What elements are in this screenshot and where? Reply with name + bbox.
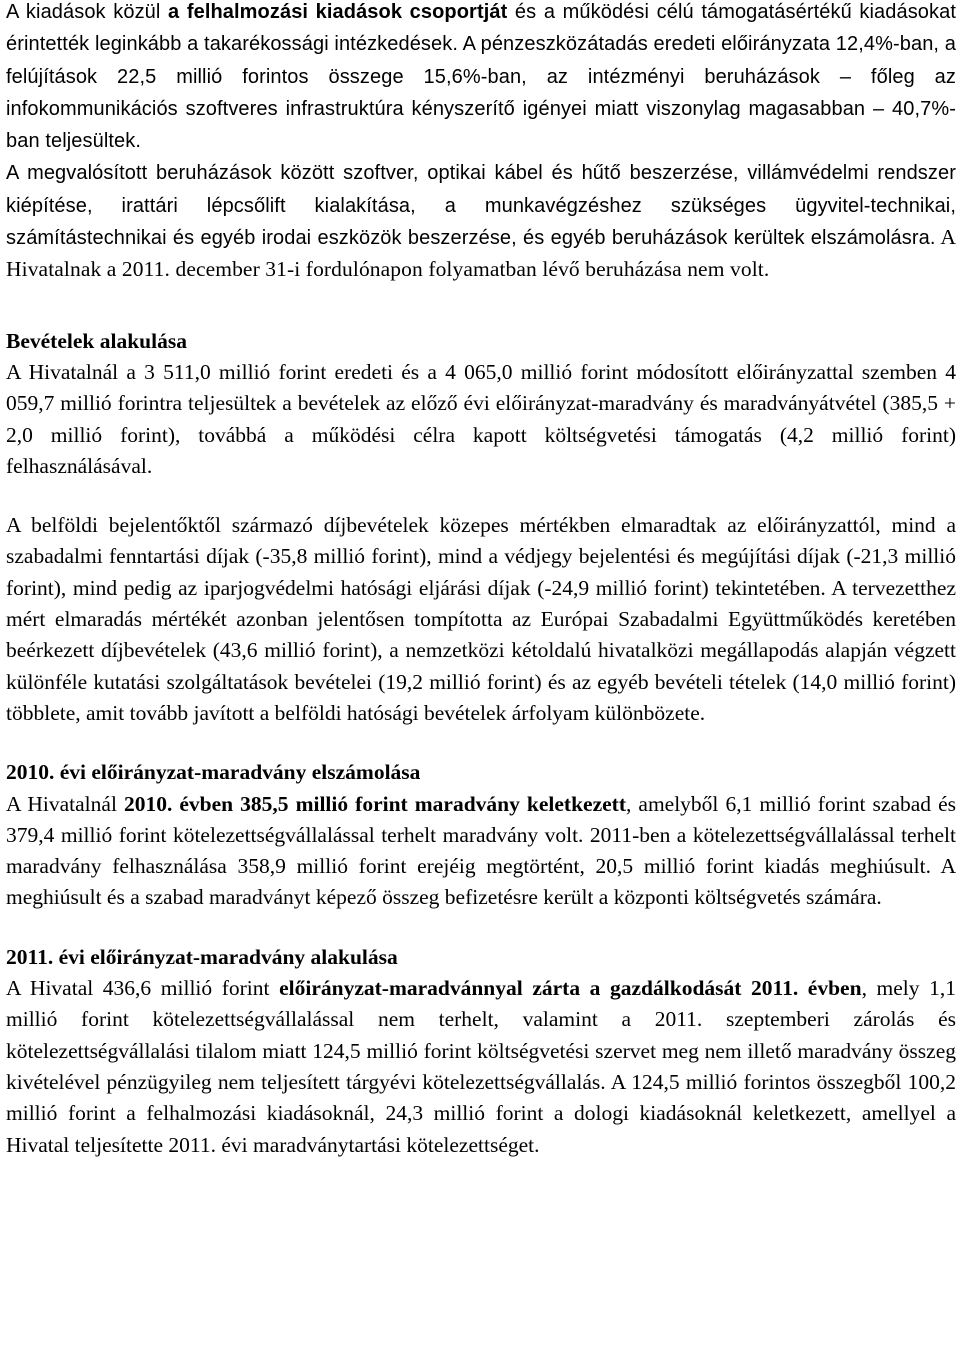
text-run: A Hivatal 436,6 millió forint <box>6 976 280 1001</box>
paragraph-residual-2011 <box>6 973 956 1161</box>
expenditure-section <box>6 0 956 287</box>
paragraph-savings-measures <box>6 0 956 157</box>
paragraph-investments <box>6 157 956 286</box>
text-run: A megvalósított beruházások között szoftver, optikai kábel és hűtő beszerzése, villámvédelmi rendszer kiépítése, irattári lépcsőlift kialakítása, a munkavégzéshez szükséges ügyvitel-technikai, számítástechnikai és egyéb irodai eszközök beszerzése, és egyéb beruházások kerültek elszámolásra. <box>6 162 956 250</box>
text-run: A Hivatalnál <box>6 791 124 816</box>
bold-run: 2010. évben 385,5 millió forint maradvány keletkezett <box>123 791 626 816</box>
text-run: , amelyből 6,1 millió forint szabad és 379,4 millió forint kötelezettségvállalással terhelt maradvány volt. 2011-ben a kötelezettségvállalással terhelt maradvány felhasználása 358,9 millió forint erejéig megtörtént, 20,5 millió forint kiadás meghiúsult. A meghiúsult és a szabad maradványt képező összeg befizetésre került a központi költségvetés számára. <box>6 791 956 910</box>
text-run: , mely 1,1 millió forint kötelezettségvállalással nem terhelt, valamint a 2011. szeptemberi zárolás és kötelezettségvállalási tilalom miatt 124,5 millió forint költségvetési szervet meg nem illető maradvány összeg kivételével pénzügyileg nem teljesített tárgyévi kötelezettségvállalás. A 124,5 millió forintos összegből 100,2 millió forint a felhalmozási kiadásoknál, 24,3 millió forint a dologi kiadásoknál keletkezett, amellyel a Hivatal teljesítette 2011. évi maradványtartási kötelezettséget. <box>6 976 956 1157</box>
bold-run: előirányzat-maradvánnyal zárta a gazdálkodását 2011. évben <box>279 976 862 1001</box>
text-run: és a működési célú támogatásértékű kiadásokat érintették leginkább a takarékossági intézkedések. A pénzeszközátadás eredeti előirányzata 12,4%-ban, a felújítások 22,5 millió forintos összege 15,6%-ban, az intézményi beruházások – főleg az infokommunikációs szoftveres infrastruktúra kényszerítő igényei miatt viszonylag magasabban – 40,7%-ban teljesültek. <box>6 1 956 153</box>
paragraph-domestic-fees: A belföldi bejelentőktől származó díjbevételek közepes mértékben elmaradtak az előirányzattól, mind a szabadalmi fenntartási díjak (-35,8 millió forint), mind a védjegy bejelentési és megújítási díjak (-21,3 millió forint), mind pedig az iparjogvédelmi hatósági eljárási díjak (-24,9 millió forint) tekintetében. A tervezetthez mért elmaradás mértékét azonban jelentősen tompította az Európai Szabadalmi Együttműködés keretében beérkezett díjbevételek (43,6 millió forint), a nemzetközi kétoldalú hivatalközi megállapodás alapján végzett különféle kutatási szolgáltatások bevételei (19,2 millió forint) és az egyéb bevételi tételek (14,0 millió forint) többlete, amit tovább javított a belföldi hatósági bevételek árfolyam különbözete. <box>6 513 956 725</box>
section-title-residual-2010: 2010. évi előirányzat-maradvány elszámolása <box>6 760 421 785</box>
section-title-residual-2011: 2011. évi előirányzat-maradvány alakulása <box>6 944 398 969</box>
paragraph-residual-2010 <box>6 789 956 914</box>
bold-run: a felhalmozási kiadások csoportját <box>168 1 508 23</box>
residual-2011-section <box>6 942 956 1161</box>
document-page <box>6 0 956 1161</box>
text-run-serif: A Hivatalnak a 2011. december 31-i fordulónapon folyamatban lévő beruházása nem volt. <box>6 225 956 282</box>
paragraph-revenue-overview: A Hivatalnál a 3 511,0 millió forint eredeti és a 4 065,0 millió forint módosított előirányzattal szemben 4 059,7 millió forintra teljesültek a bevételek az előző évi előirányzat-maradvány és maradványátvétel (385,5 + 2,0 millió forint), továbbá a működési célra kapott költségvetési támogatás (4,2 millió forint) felhasználásával. <box>6 359 956 478</box>
section-title-revenue: Bevételek alakulása <box>6 328 187 353</box>
revenue-section <box>6 326 956 730</box>
text-run: A kiadások közül <box>6 1 169 23</box>
residual-2010-section <box>6 757 956 913</box>
